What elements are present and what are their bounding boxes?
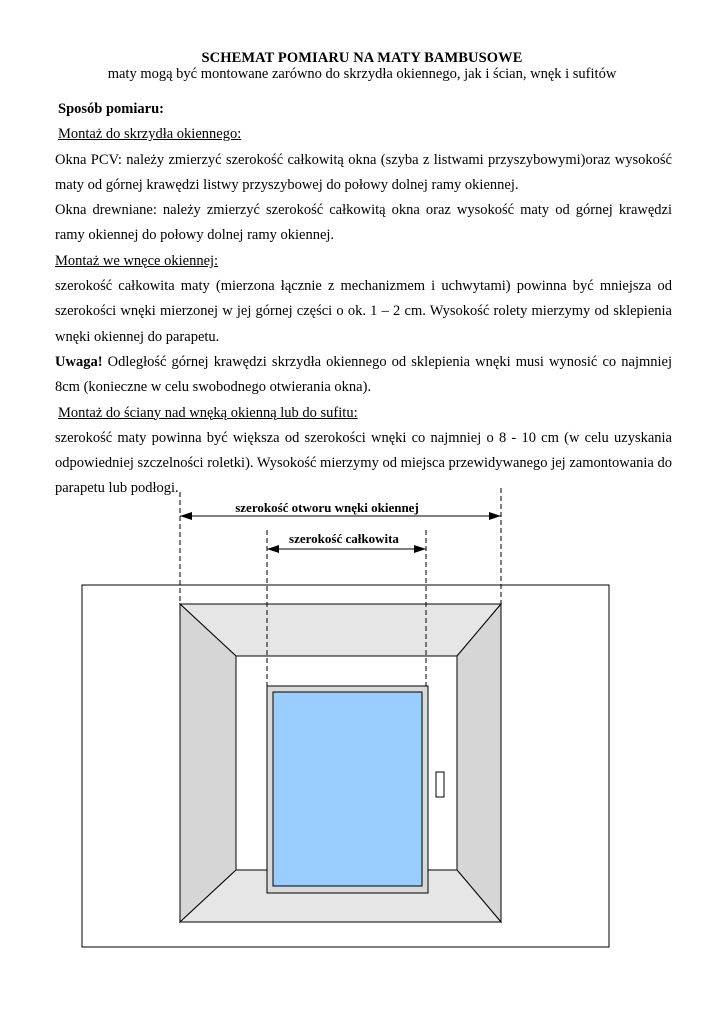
- page-subtitle: maty mogą być montowane zarówno do skrzydła okiennego, jak i ścian, wnęk i sufitów: [107, 66, 617, 82]
- recess-width-label: szerokość otworu wnęki okiennej: [235, 500, 419, 515]
- warning-text: Odległość górnej krawędzi skrzydła okiennego od sklepienia wnęki musi wynosić co najmniej 8cm (konieczne w celu swobodnego otwierania okna).: [55, 353, 672, 396]
- method-heading: Sposób pomiaru:: [58, 101, 164, 117]
- pcv-paragraph: Okna PCV: należy zmierzyć szerokość całkowitą okna (szyba z listwami przyszybowymi)oraz wysokość maty od górnej krawędzi listwy przyszybowej do połowy dolnej ramy okiennej.: [55, 151, 672, 193]
- total-width-label: szerokość całkowita: [289, 531, 399, 546]
- recess-paragraph: szerokość całkowita maty (mierzona łącznie z mechanizmem i uchwytami) powinna być mniejsza od szerokości wnęki mierzonej w jej górnej części o ok. 1 – 2 cm. Wysokość rolety mierzymy od sklepienia wnęki okiennej do parapetu.: [55, 278, 672, 345]
- window-handle: [436, 772, 444, 797]
- wall-heading: Montaż do ściany nad wnęką okienną lub do sufitu:: [58, 404, 358, 421]
- wood-paragraph: Okna drewniane: należy zmierzyć szerokość całkowitą okna oraz wysokość maty od górnej krawędzi ramy okiennej do połowy dolnej ramy okiennej.: [55, 202, 672, 244]
- sash-heading: Montaż do skrzydła okiennego:: [58, 126, 242, 143]
- window-glass: [273, 692, 422, 886]
- page-title: SCHEMAT POMIARU NA MATY BAMBUSOWE: [201, 50, 523, 66]
- wall-paragraph: szerokość maty powinna być większa od szerokości wnęki co najmniej o 8 - 10 cm (w celu uzyskania odpowiedniej szczelności roletki). Wysokość mierzymy od miejsca przewidywanego jej zamontowania do parapetu lub podłogi.: [55, 429, 672, 497]
- warning-label: Uwaga!: [55, 353, 103, 370]
- recess-heading: Montaż we wnęce okiennej:: [55, 252, 219, 269]
